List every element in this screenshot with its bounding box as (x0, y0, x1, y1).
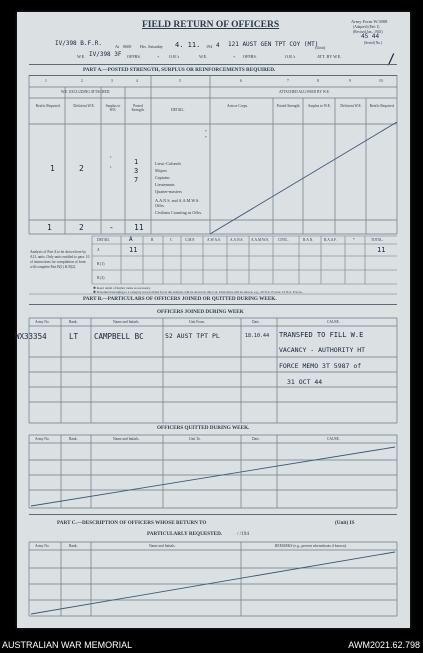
part-c-unit-is: (Unit) IS (335, 520, 355, 526)
joined-army-no: WX33354 (15, 332, 47, 341)
total-1: 1 (47, 223, 52, 232)
part-c-particularly: PARTICULARLY REQUESTED. (147, 531, 223, 537)
quitted-title: OFFICERS QUITTED DURING WEEK. (157, 425, 250, 431)
quitted-col-date: Date. (252, 437, 260, 441)
form-sheet (17, 12, 410, 628)
ors-label-2: O.R.'s (285, 54, 296, 59)
col-num-8: 8 (317, 79, 319, 83)
subheader-4: Posted Strength. (131, 104, 145, 112)
slash-mark: / (387, 52, 396, 68)
part-c-col-rank: Rank. (69, 544, 78, 548)
joined-col-name: Name and Initials. (113, 320, 140, 324)
joined-col-cause: CAUSE. (327, 320, 340, 324)
cause-line-3: FORCE MEMO 3T 5987 of (279, 362, 362, 370)
we-excl-header: W.E. EXCLUDING ATTACHED. (61, 90, 111, 94)
total-4: 11 (134, 223, 144, 232)
rank-qm: Quarter-masters (155, 189, 182, 194)
rank-lieutenants: Lieutenants (155, 182, 175, 187)
we-value: IV/398 3F (89, 51, 122, 58)
analysis-h-aamws: A.A.M.W.S. (251, 238, 269, 242)
form-title: FIELD RETURN OF OFFICERS (142, 20, 280, 30)
analysis-h-awas: A.W.A.S. (207, 238, 221, 242)
quitted-col-cause: CAUSE. (327, 437, 340, 441)
quitted-col-name: Name and Initials. (113, 437, 140, 441)
part-b-title: PART B.—PARTICULARS OF OFFICERS JOINED OR QUITTED DURING WEEK. (83, 296, 277, 302)
year-value: 4 (216, 42, 220, 49)
part-c-col-armyno: Army No. (35, 544, 50, 548)
joined-unit: 52 AUST TPT PL (165, 332, 220, 340)
form-id-line3: (Revised Jan., 1943) (353, 30, 383, 34)
quitted-col-armyno: Army No. (35, 437, 50, 441)
footnote-1: ✱ Insert detail of higher ranks as necessary. (93, 286, 151, 290)
quitted-col-unit: Unit To. (189, 437, 201, 441)
att-label: ATT. BY W.E. (317, 54, 342, 59)
total-2: 2 (79, 223, 84, 232)
plus-2: + (233, 54, 236, 59)
col3-dot-1: · (109, 154, 113, 161)
time-value: 0600 (123, 44, 132, 49)
analysis-row-a-value: 11 (129, 246, 138, 254)
col-num-7: 7 (287, 79, 289, 83)
part-c-col-remarks: REMARKS (e.g., present whereabouts if known). (275, 544, 347, 548)
subheader-1: Rein'ts Required. (35, 104, 61, 108)
we-label-2: W.E. (199, 54, 208, 59)
col-num-1: 1 (45, 79, 47, 83)
total-3: - (109, 223, 114, 232)
hrs-label: Hrs. Saturday (140, 44, 164, 49)
analysis-h-a: A (129, 236, 133, 243)
offrs-label: OFFRS. (127, 54, 141, 59)
unit-label: (Unit) (315, 45, 326, 50)
rank-majors: Majors (155, 168, 167, 173)
analysis-h-star: * (353, 238, 355, 242)
col1-value: 1 (50, 164, 55, 173)
part-a-title: PART A.—POSTED STRENGTH, SURPLUS OR REINFORCEMENTS REQUIRED. (83, 67, 276, 73)
analysis-h-civil: CIVIL. (278, 238, 289, 242)
at-label: At (115, 44, 120, 49)
ors-label: O.R.'s (169, 54, 180, 59)
col-num-10: 10 (379, 79, 383, 83)
col4-value-2: 3 (134, 167, 139, 175)
analysis-h-c: C (170, 238, 173, 242)
star-2: * (205, 136, 207, 140)
quitted-col-rank: Rank. (69, 437, 78, 441)
form-id-line2: (Adapted) (Part 1) (353, 25, 380, 29)
rank-lt-col: Lieut.-Colonels (155, 161, 182, 166)
analysis-h-detail: DETAIL (97, 238, 110, 242)
subheader-9: Rein'ts Required. (369, 104, 395, 108)
joined-name: CAMPBELL BC (94, 332, 144, 341)
footer-left: AUSTRALIAN WAR MEMORIAL (2, 640, 133, 650)
part-c-date: / /194 (237, 531, 249, 537)
analysis-row-a-label: A (97, 248, 100, 252)
rank-civilians: Civilians Counting as Offrs. (155, 210, 203, 215)
analysis-h-cmf: C.M.F. (185, 238, 195, 242)
joined-rank: LT (69, 332, 79, 341)
offrs-label-2: OFFRS. (243, 54, 257, 59)
joined-col-unit: Unit From. (189, 320, 205, 324)
joined-cause: TRANSFED TO FILL W.E (279, 331, 364, 339)
analysis-h-raaf: R.A.A.F. (324, 238, 337, 242)
joined-col-armyno: Army No. (35, 320, 50, 324)
col-num-4: 4 (136, 79, 138, 83)
joined-col-date: Date. (252, 320, 260, 324)
joined-title: OFFICERS JOINED DURING WEEK (157, 309, 244, 315)
subheader-7: Surplus to W.E. (308, 104, 331, 108)
subheader-8: Deficient W.E. (340, 104, 362, 108)
analysis-h-aans: A.A.N.S. (230, 238, 244, 242)
col4-value-1: 1 (134, 158, 139, 166)
analysis-h-ran: R.A.N. (303, 238, 314, 242)
footer-right: AWM2021.62.798 (348, 640, 420, 650)
analysis-row-a-total: 11 (377, 246, 386, 254)
plus-1: + (157, 54, 160, 59)
unit-value: 121 AUST GEN TPT COY (MT) (228, 41, 319, 48)
subheader-2: Deficient W.E. (73, 104, 95, 108)
analysis-note: Analysis of Part A to be shown here by ALL units. Only units entitled to para. 10 of instructions for compilation of form will complete Part B(1) & B(2). (30, 250, 90, 269)
att-allowed-header: ATTACHED ALLOWED BY W.E. (279, 90, 330, 94)
we-value-left: IV/398 B.F.R. (55, 40, 102, 47)
subheader-3: Surplus to W.E. (105, 104, 121, 112)
cause-line-4: 31 OCT 44 (287, 378, 323, 386)
date-value: 4. 11. (175, 41, 201, 49)
rank-aans: A.A.N.S. and A.A.M.W.S. Offrs. (155, 198, 200, 208)
form-id-line1: Army Form W.3008 (351, 19, 388, 24)
joined-date: 18.10.44 (245, 333, 270, 339)
subheader-6: Posted Strength. (276, 104, 301, 108)
col-num-9: 9 (349, 79, 351, 83)
analysis-row-b1-label: B (1) (97, 262, 105, 266)
part-c-title: PART C.—DESCRIPTION OF OFFICERS WHOSE RETURN TO (57, 520, 207, 526)
joined-col-rank: Rank. (69, 320, 78, 324)
col3-dot-2: · (109, 164, 113, 171)
subheader-5: Arm or Corps. (227, 104, 248, 108)
star-1: * (205, 130, 207, 134)
col4-value-3: 7 (134, 176, 139, 184)
part-c-grid (17, 12, 410, 628)
we-label: W.E. (77, 54, 86, 59)
col-num-2: 2 (81, 79, 83, 83)
analysis-h-b: B (151, 238, 154, 242)
analysis-h-total: TOTAL. (371, 238, 384, 242)
col2-value: 2 (79, 164, 84, 173)
footnote-2: ✱ Personnel belonging to a category not provided for in the analysis will be shown in this Col. Particulars will be shown, e.g., 20 N.Z. Forces; 10 N.Z. Forces. (93, 290, 303, 294)
rank-captains: Captains (155, 175, 170, 180)
serial-label: (Serial) No.) (364, 41, 383, 45)
col-num-6: 6 (240, 79, 242, 83)
cause-line-2: VACANCY - AUTHORITY HT (279, 346, 366, 354)
serial-value: 45 44 (361, 33, 380, 40)
col-num-5: 5 (179, 79, 181, 83)
col-num-3: 3 (111, 79, 113, 83)
detail-header: DETAIL. (171, 108, 185, 112)
part-c-col-name: Name and Initials. (149, 544, 176, 548)
analysis-row-b2-label: B (2) (97, 276, 105, 280)
year-label: 194 (206, 44, 213, 49)
